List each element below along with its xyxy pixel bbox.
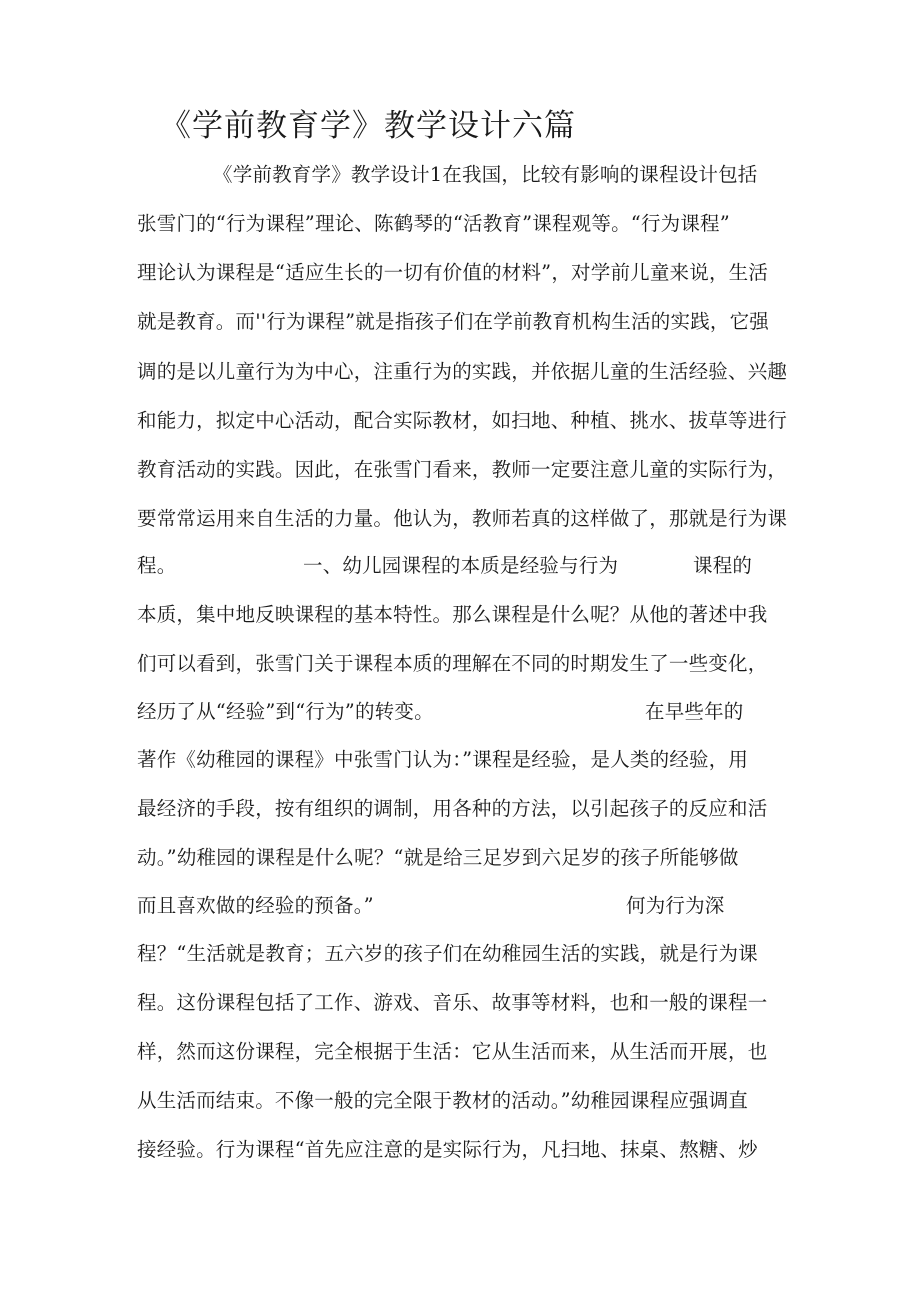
- paragraph-line: 从生活而结束。不像一般的完全限于教材的活动。”幼稚园课程应强调直: [137, 1089, 749, 1112]
- paragraph-line: 程。这份课程包括了工作、游戏、音乐、故事等材料，也和一般的课程一: [137, 991, 768, 1014]
- paragraph-line: 样，然而这份课程，完全根据于生活：它从生活而来，从生活而开展，也: [137, 1040, 768, 1063]
- paragraph-line: 著作《幼稚园的课程》中张雪门认为：”课程是经验，是人类的经验，用: [137, 748, 749, 771]
- paragraph-line: [137, 891, 797, 921]
- paragraph-line: 本质，集中地反映课程的基本特性。那么课程是什么呢？从他的著述中我: [137, 603, 768, 626]
- paragraph-line: 动。”幼稚园的课程是什么呢？“就是给三足岁到六足岁的孩子所能够做: [137, 846, 739, 869]
- paragraph-line: [137, 551, 797, 581]
- line-segment: 在早些年的: [645, 700, 744, 723]
- paragraph-line: 就是教育。而''行为课程”就是指孩子们在学前教育机构生活的实践，它强: [137, 310, 769, 333]
- paragraph-line: 程？“生活就是教育；五六岁的孩子们在幼稚园生活的实践，就是行为课: [137, 942, 758, 965]
- paragraph-line: 张雪门的“行为课程”理论、陈鹤琴的“活教育”课程观等。“行为课程”: [137, 212, 730, 235]
- line-segment: 课程的: [693, 554, 753, 577]
- paragraph-line: 最经济的手段，按有组织的调制，用各种的方法，以引起孩子的反应和活: [137, 797, 768, 820]
- paragraph-line: 们可以看到，张雪门关于课程本质的理解在不同的时期发生了一些变化，: [137, 652, 768, 675]
- line-segment: 程。: [137, 554, 177, 577]
- paragraph-line: 要常常运用来自生活的力量。他认为，教师若真的这样做了，那就是行为课: [137, 507, 788, 530]
- line-segment: 何为行为深: [626, 894, 725, 917]
- paragraph-line: 调的是以儿童行为为中心，注重行为的实践，并依据儿童的生活经验、兴趣: [137, 360, 788, 383]
- paragraph-line: 接经验。行为课程“首先应注意的是实际行为，凡扫地、抹桌、熬糖、炒: [137, 1138, 758, 1161]
- paragraph-line: 和能力，拟定中心活动，配合实际教材，如扫地、种植、挑水、拔草等进行: [137, 409, 788, 432]
- paragraph-line: 《学前教育学》教学设计1在我国，比较有影响的课程设计包括: [213, 163, 758, 186]
- paragraph-line: [137, 697, 797, 727]
- paragraph-line: 教育活动的实践。因此，在张雪门看来，教师一定要注意儿童的实际行为，: [137, 458, 788, 481]
- paragraph-line: 理论认为课程是“适应生长的一切有价值的材料”，对学前儿童来说，生活: [137, 261, 769, 284]
- section-heading: 一、幼儿园课程的本质是经验与行为: [303, 554, 619, 577]
- line-segment: 而且喜欢做的经验的预备。”: [137, 894, 374, 917]
- line-segment: 经历了从“经验”到“行为”的转变。: [137, 700, 434, 723]
- document-title: 《学前教育学》教学设计六篇: [160, 108, 576, 144]
